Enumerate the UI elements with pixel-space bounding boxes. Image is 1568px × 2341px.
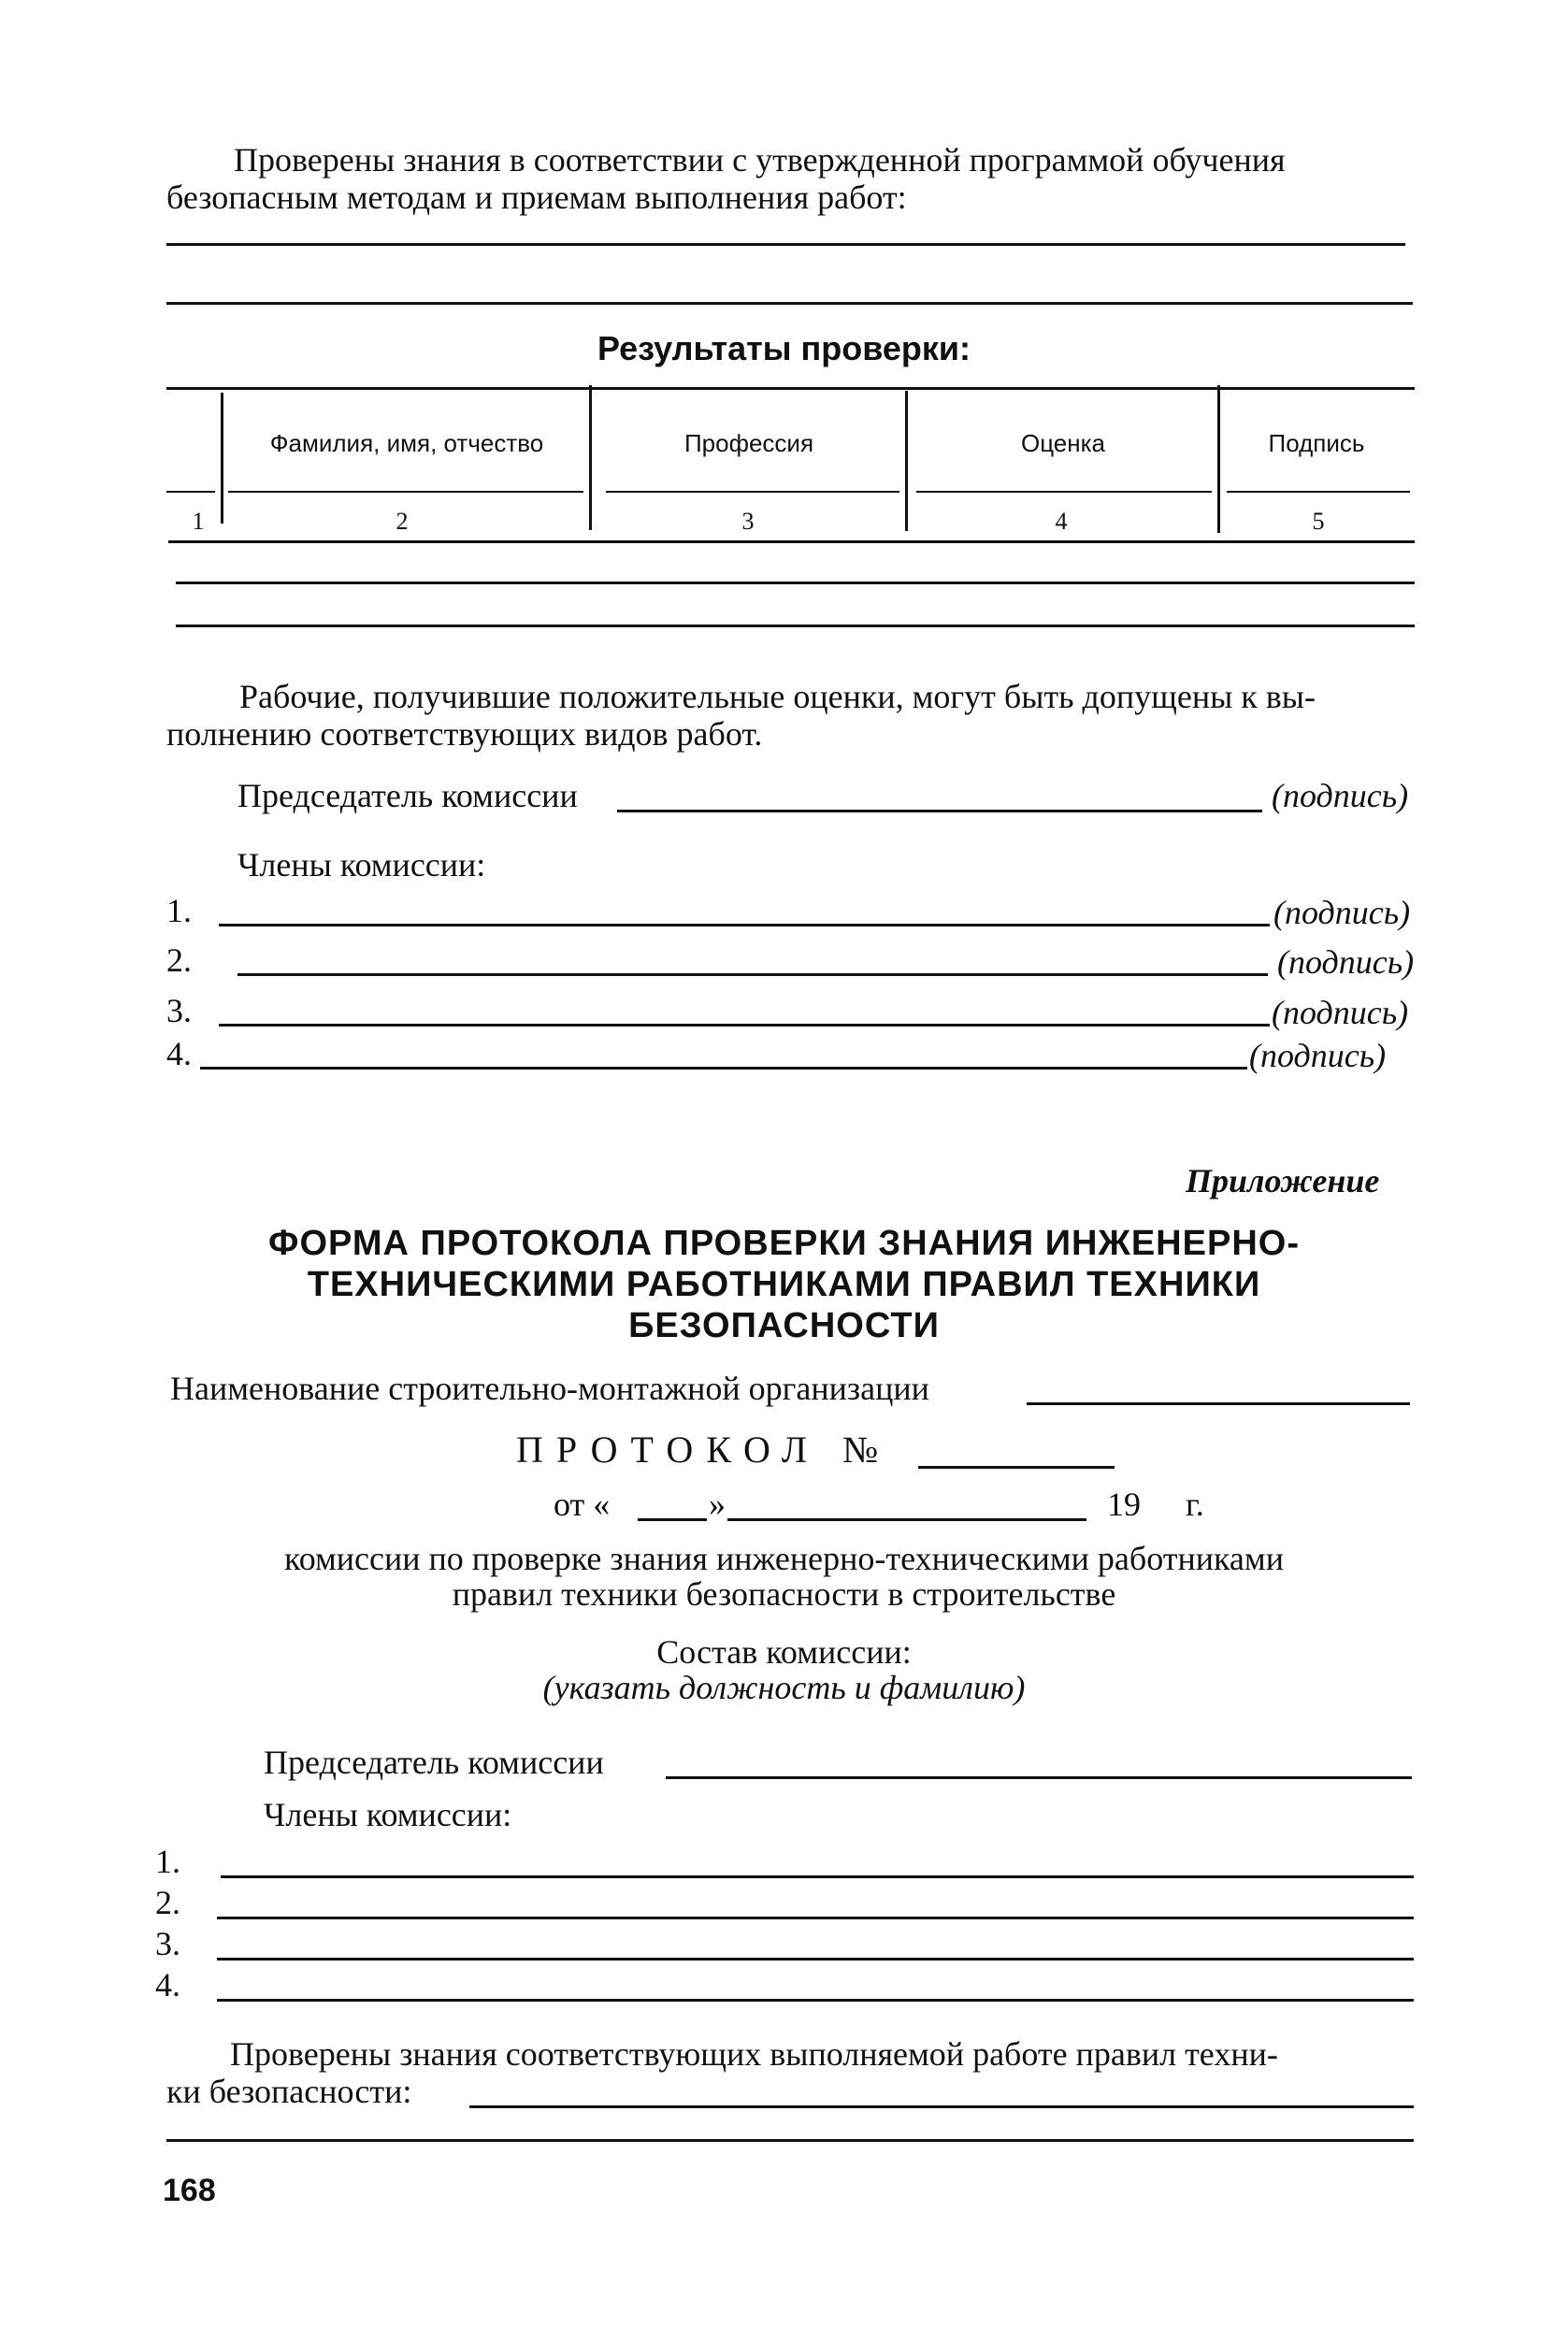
signature-hint: (подпись) [1273,894,1411,931]
date-close-quote: » [709,1486,726,1523]
date-month-line [727,1518,1086,1521]
date-day-line [638,1518,707,1521]
table-row-line [168,540,1415,543]
member-number: 3. [166,992,192,1029]
chairman-label: Председатель комиссии [264,1744,604,1781]
column-number: 2 [396,508,409,535]
table-column-divider [905,391,908,531]
commission-text-line-1: комиссии по проверке знания инженерно-техническими работниками [284,1540,1284,1577]
header-full-name: Фамилия, имя, отчество [269,429,544,457]
organization-label: Наименование строительно-монтажной организации [170,1370,929,1407]
table-row-line [176,582,1415,584]
signature-hint: (подпись) [1249,1037,1387,1074]
organization-line [1027,1402,1410,1405]
member-line [217,1999,1414,2002]
appendix-title-line-1: ФОРМА ПРОТОКОЛА ПРОВЕРКИ ЗНАНИЯ ИНЖЕНЕРНО- [268,1224,1300,1263]
header-underline [916,491,1212,493]
checked-text-line-2: ки безопасности: [166,2073,412,2110]
appendix-title-line-3: БЕЗОПАСНОСТИ [628,1306,940,1345]
date-year-prefix: 19 [1107,1486,1141,1523]
checked-line [166,2139,1414,2142]
signature-hint: (подпись) [1272,994,1409,1031]
member-line [217,1958,1414,1960]
composition-hint: (указать должность и фамилию) [542,1669,1026,1706]
member-line [221,1875,1414,1878]
chairman-label: Председатель комиссии [237,777,578,814]
signature-hint: (подпись) [1277,943,1415,981]
members-label: Члены комиссии: [237,846,486,883]
header-underline [166,491,215,493]
member-line [217,1917,1414,1919]
member-number: 2. [166,941,192,979]
commission-text-line-2: правил техники безопасности в строительстве [452,1575,1116,1613]
results-title: Результаты проверки: [597,329,971,367]
table-column-divider [589,385,592,530]
protocol-title: ПРОТОКОЛ № [516,1429,892,1471]
member-signature-line [219,1024,1270,1027]
member-number: 4. [166,1035,192,1072]
signature-hint: (подпись) [1272,777,1409,814]
header-signature: Подпись [1268,429,1365,457]
blank-line [166,243,1405,246]
header-underline [1227,491,1410,493]
checked-text-line-1: Проверены знания соответствующих выполняемой работе правил техни- [230,2035,1278,2073]
date-year-suffix: г. [1186,1486,1204,1523]
chairman-signature-line [617,810,1262,812]
member-signature-line [237,973,1268,976]
member-number: 4. [155,1966,180,2003]
column-number: 5 [1312,508,1325,535]
checked-line [469,2105,1414,2108]
protocol-number-line [918,1466,1115,1469]
member-number: 1. [166,892,192,929]
column-number: 1 [192,508,205,535]
table-column-divider [221,393,223,524]
admitted-text-line-1: Рабочие, получившие положительные оценки, могут быть допущены к вы- [239,678,1316,715]
appendix-label: Приложение [1186,1162,1380,1199]
chairman-line [666,1776,1412,1779]
member-signature-line [200,1067,1247,1070]
member-number: 3. [155,1925,180,1962]
table-top-border [166,387,1415,390]
page-number: 168 [163,2173,216,2208]
header-underline [228,491,583,493]
date-prefix: от « [554,1486,611,1523]
member-number: 2. [155,1884,180,1921]
table-column-divider [1217,385,1220,533]
composition-label: Состав комиссии: [656,1633,912,1671]
intro-text-line-2: безопасным методам и приемам выполнения работ: [166,179,907,216]
admitted-text-line-2: полнению соответствующих видов работ. [166,715,763,753]
appendix-title-line-2: ТЕХНИЧЕСКИМИ РАБОТНИКАМИ ПРАВИЛ ТЕХНИКИ [307,1265,1261,1304]
member-signature-line [219,924,1270,926]
table-row-line [176,625,1415,627]
header-profession: Профессия [683,429,814,457]
header-grade: Оценка [1020,429,1106,457]
blank-line [166,302,1413,305]
intro-text-line-1: Проверены знания в соответствии с утвержденной программой обучения [234,141,1286,179]
member-number: 1. [155,1843,180,1880]
column-number: 3 [741,508,755,535]
members-label: Члены комиссии: [264,1796,512,1833]
header-underline [606,491,899,493]
column-number: 4 [1055,508,1068,535]
